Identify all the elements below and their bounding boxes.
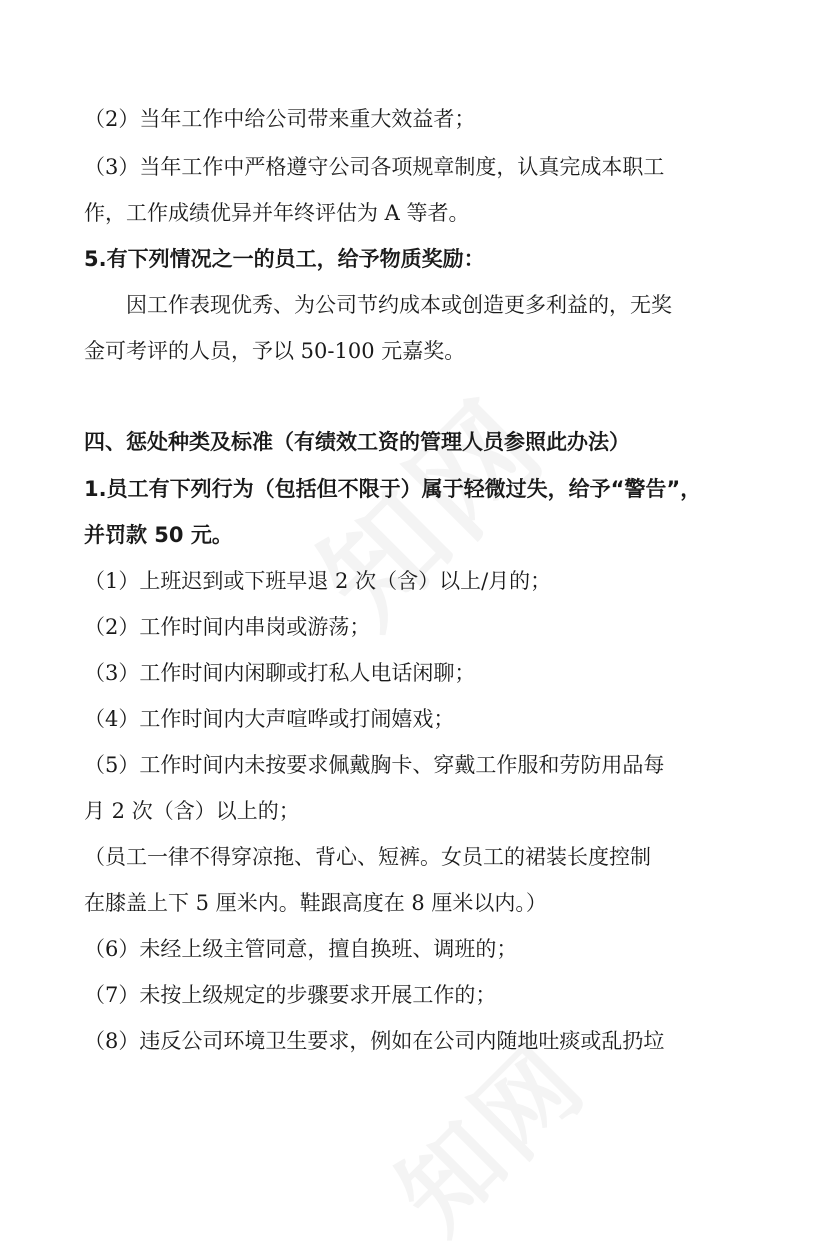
paragraph-line: 作，工作成绩优异并年终评估为 A 等者。	[84, 201, 470, 225]
paragraph-line: 月 2 次（含）以上的；	[84, 799, 300, 823]
paragraph-line: （7）未按上级规定的步骤要求开展工作的；	[84, 983, 497, 1007]
paragraph-line: （3）工作时间内闲聊或打私人电话闲聊；	[84, 661, 476, 685]
paragraph-line: （8）违反公司环境卫生要求，例如在公司内随地吐痰或乱扔垃	[84, 1029, 665, 1053]
paragraph-line: 金可考评的人员，予以 50-100 元嘉奖。	[84, 339, 466, 363]
paragraph-line: （3）当年工作中严格遵守公司各项规章制度，认真完成本职工	[84, 155, 665, 179]
paragraph-line: （5）工作时间内未按要求佩戴胸卡、穿戴工作服和劳防用品每	[84, 753, 665, 777]
section-heading: 并罚款 50 元。	[84, 523, 233, 547]
paragraph-line: （员工一律不得穿凉拖、背心、短裤。女员工的裙装长度控制	[84, 845, 651, 869]
paragraph-line: （4）工作时间内大声喧哗或打闹嬉戏；	[84, 707, 455, 731]
section-heading: 四、惩处种类及标准（有绩效工资的管理人员参照此办法）	[84, 430, 630, 454]
paragraph-line: 因工作表现优秀、为公司节约成本或创造更多利益的，无奖	[126, 293, 672, 317]
paragraph-line: （6）未经上级主管同意，擅自换班、调班的；	[84, 937, 518, 961]
paragraph-line: （1）上班迟到或下班早退 2 次（含）以上/月的；	[84, 569, 552, 593]
section-heading: 5.有下列情况之一的员工，给予物质奖励：	[84, 247, 485, 271]
section-heading: 1.员工有下列行为（包括但不限于）属于轻微过失，给予“警告”，	[84, 477, 702, 501]
paragraph-line: （2）当年工作中给公司带来重大效益者；	[84, 107, 476, 131]
watermark	[276, 356, 576, 656]
paragraph-line: （2）工作时间内串岗或游荡；	[84, 615, 371, 639]
paragraph-line: 在膝盖上下 5 厘米内。鞋跟高度在 8 厘米以内。）	[84, 891, 547, 915]
